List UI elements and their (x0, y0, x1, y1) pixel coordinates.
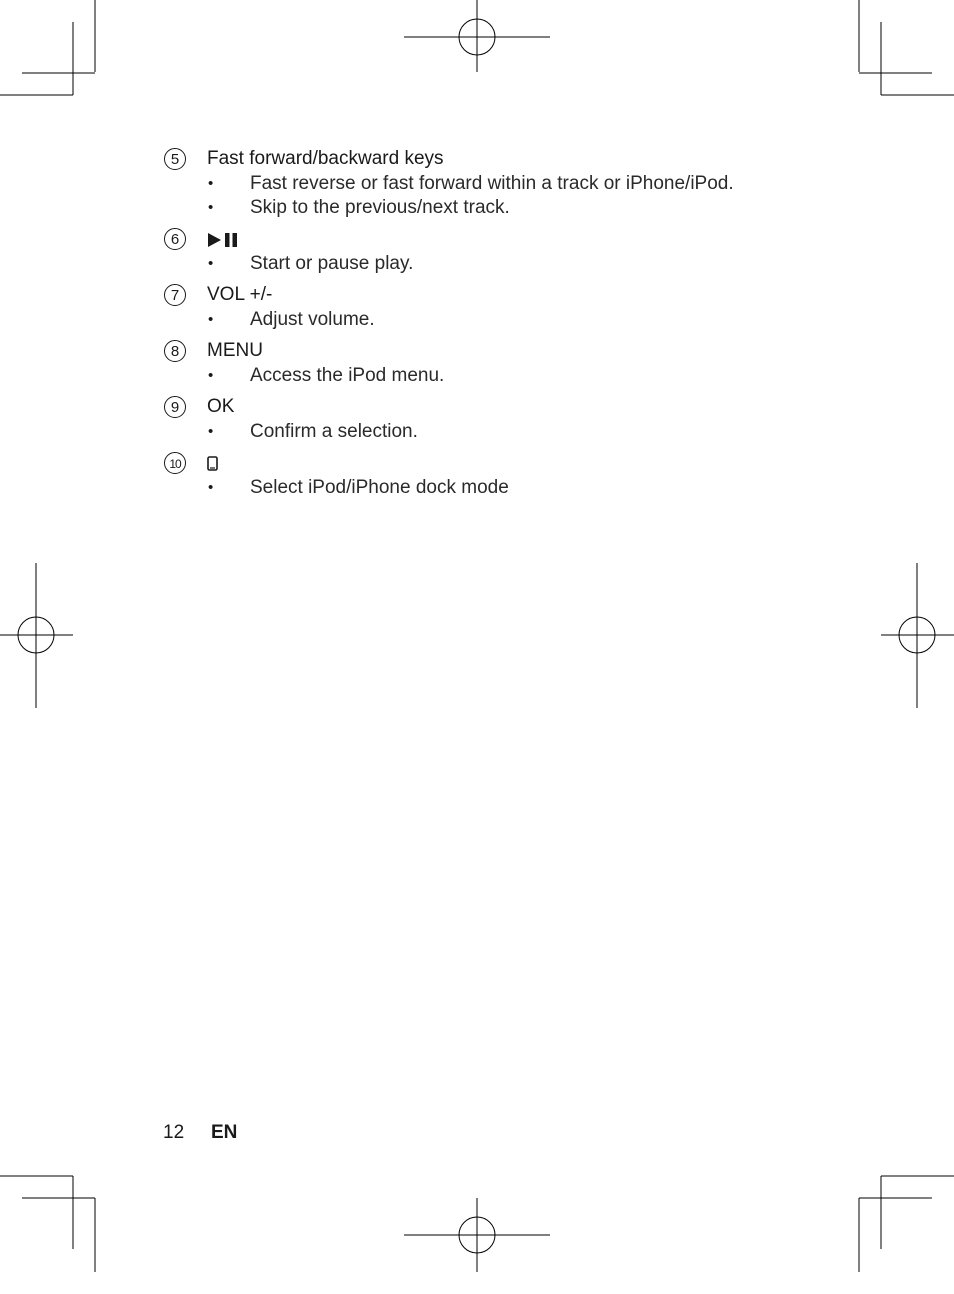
bullet-dot: • (208, 367, 214, 384)
bullet-dot: • (208, 311, 214, 328)
page-number: 12 (163, 1122, 185, 1143)
bullet-text: Start or pause play. (250, 253, 414, 274)
item-number-badge: 9 (164, 396, 186, 418)
bullet-dot: • (208, 479, 214, 496)
bullet-row (0, 308, 954, 332)
bullet-dot: • (208, 423, 214, 440)
bullet-row (0, 196, 954, 220)
bullet-dot: • (208, 255, 214, 272)
bullet-text: Select iPod/iPhone dock mode (250, 477, 509, 498)
item-number-badge: 8 (164, 340, 186, 362)
bullet-row (0, 252, 954, 276)
item-heading: MENU (207, 340, 263, 361)
item-number-badge: 10 (164, 452, 186, 474)
item-heading: VOL +/- (207, 284, 273, 305)
item-heading: OK (207, 396, 235, 417)
bullet-row (0, 172, 954, 196)
bullet-dot: • (208, 175, 214, 192)
bullet-row (0, 476, 954, 500)
bullet-text: Access the iPod menu. (250, 365, 445, 386)
language-code: EN (211, 1122, 238, 1143)
item-number-badge: 5 (164, 148, 186, 170)
bullet-row (0, 364, 954, 388)
item-number-badge: 6 (164, 228, 186, 250)
bullet-text: Confirm a selection. (250, 421, 418, 442)
item-number-badge: 7 (164, 284, 186, 306)
bullet-text: Fast reverse or fast forward within a track or iPhone/iPod. (250, 173, 734, 194)
play-pause-icon (207, 232, 243, 248)
bullet-row (0, 420, 954, 444)
bullet-dot: • (208, 199, 214, 216)
dock-device-icon (206, 456, 220, 472)
bullet-text: Adjust volume. (250, 309, 375, 330)
item-heading: Fast forward/backward keys (207, 148, 444, 169)
bullet-text: Skip to the previous/next track. (250, 197, 510, 218)
